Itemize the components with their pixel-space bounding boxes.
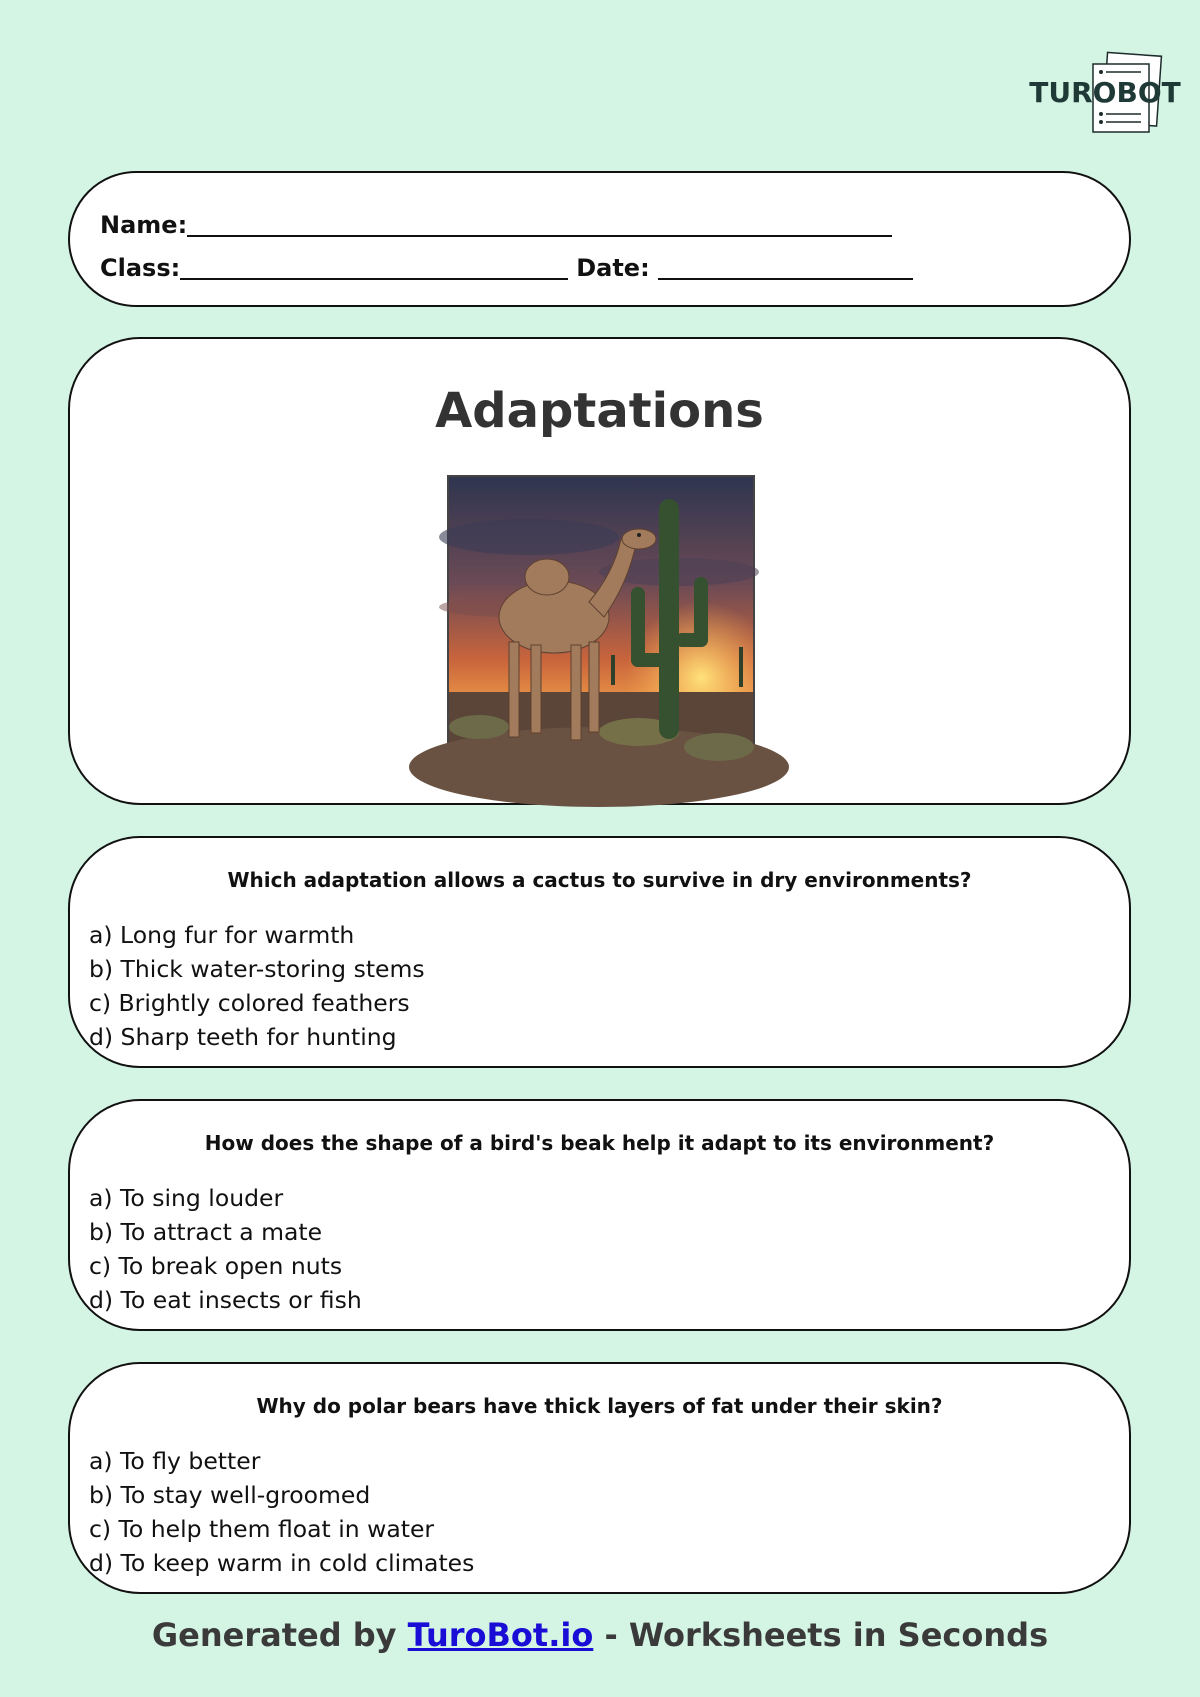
question-card-1: [68, 836, 1131, 1068]
answer-option[interactable]: d) Sharp teeth for hunting: [89, 1023, 397, 1051]
date-label: Date:: [576, 254, 650, 282]
answer-option[interactable]: b) To attract a mate: [89, 1218, 323, 1246]
answer-option[interactable]: c) Brightly colored feathers: [89, 989, 410, 1017]
question-text: How does the shape of a bird's beak help it adapt to its environment?: [204, 1131, 995, 1155]
answer-option[interactable]: c) To break open nuts: [89, 1252, 343, 1280]
logo-wordmark: TUROBOT: [1029, 76, 1181, 109]
student-info-card: [68, 171, 1131, 307]
answer-options: [89, 1444, 474, 1580]
name-label: Name:: [100, 211, 188, 239]
footer: [0, 1616, 1200, 1654]
name-row: [100, 211, 892, 239]
class-label: Class:: [100, 254, 181, 282]
class-blank-line[interactable]: [180, 254, 568, 280]
answer-option[interactable]: b) To stay well-groomed: [89, 1481, 371, 1509]
question-text: Which adaptation allows a cactus to survive in dry environments?: [227, 868, 972, 892]
answer-option[interactable]: b) Thick water-storing stems: [89, 955, 425, 983]
question-text: Why do polar bears have thick layers of fat under their skin?: [256, 1394, 943, 1418]
answer-option[interactable]: d) To keep warm in cold climates: [89, 1549, 475, 1577]
camel-cactus-image: [447, 475, 755, 783]
answer-options: [89, 918, 425, 1054]
turobot-link[interactable]: TuroBot.io: [407, 1616, 594, 1654]
answer-options: [89, 1181, 362, 1317]
date-blank-line[interactable]: [658, 254, 913, 280]
answer-option[interactable]: a) To fly better: [89, 1447, 261, 1475]
footer-prefix: Generated by: [151, 1616, 408, 1654]
turobot-logo: [1029, 50, 1181, 138]
answer-option[interactable]: a) To sing louder: [89, 1184, 284, 1212]
worksheet-title: Adaptations: [435, 383, 764, 439]
question-card-2: [68, 1099, 1131, 1331]
answer-option[interactable]: a) Long fur for warmth: [89, 921, 355, 949]
answer-option[interactable]: c) To help them float in water: [89, 1515, 435, 1543]
class-date-row: [100, 254, 913, 282]
title-card: [68, 337, 1131, 805]
question-card-3: [68, 1362, 1131, 1594]
name-blank-line[interactable]: [187, 211, 892, 237]
answer-option[interactable]: d) To eat insects or fish: [89, 1286, 362, 1314]
footer-suffix: - Worksheets in Seconds: [593, 1616, 1049, 1654]
